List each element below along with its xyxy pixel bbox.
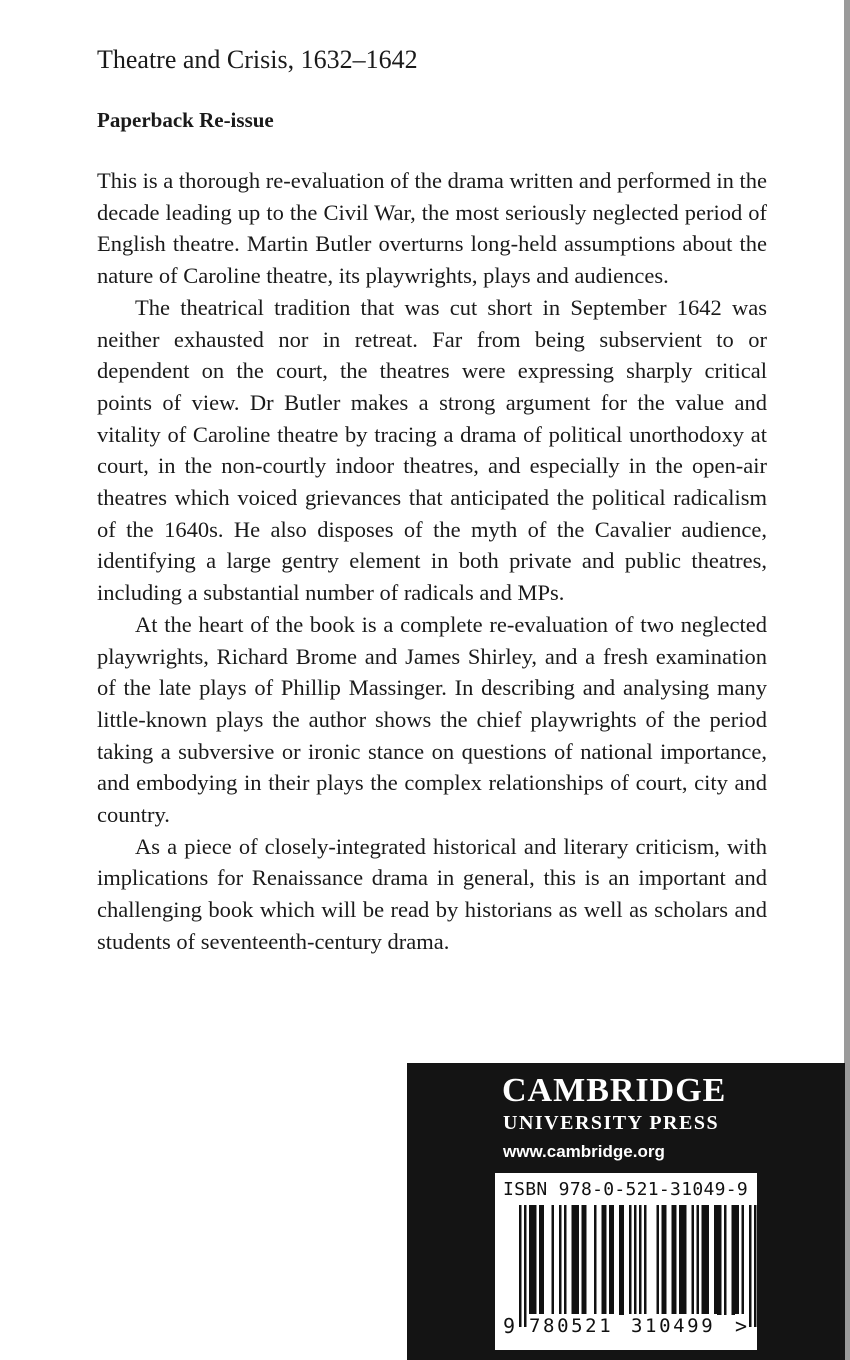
barcode-bar <box>584 1205 587 1315</box>
edition-label: Paperback Re-issue <box>97 108 274 132</box>
barcode-guard-bar <box>749 1205 752 1327</box>
barcode-guard-bar <box>634 1205 637 1327</box>
barcode-guard-bar <box>519 1205 522 1327</box>
barcode-bar <box>604 1205 607 1315</box>
barcode-bar <box>664 1205 667 1315</box>
description-paragraph: This is a thorough re-evaluation of the drama written and performed in the decade leading up to the Civil War, the most seriously neglected period of English theatre. Martin Butler overturns long-held assumptions about the nature of Caroline theatre, its playwrights, plays and audiences. <box>97 168 767 289</box>
publisher-url: www.cambridge.org <box>503 1142 665 1161</box>
barcode-bar <box>529 1205 532 1315</box>
barcode-bar <box>532 1205 535 1315</box>
publisher-name: CAMBRIDGE <box>502 1072 727 1109</box>
publisher-subname: UNIVERSITY PRESS <box>503 1112 720 1134</box>
ean-left-digits: 780521 <box>529 1315 614 1337</box>
barcode-bar <box>684 1205 687 1315</box>
barcode-bar <box>609 1205 612 1315</box>
publisher-panel <box>407 1063 845 1360</box>
barcode-bar <box>679 1205 682 1315</box>
description-paragraph: At the heart of the book is a complete re-evaluation of two neglected playwrights, Richard Brome and James Shirley, and a fresh examination of the late plays of Phillip Massinger. In describing and analysing many little-known plays the author shows the chief playwrights of the period taking a subversive or ironic stance on questions of national importance, and embodying in their plays the complex relationships of court, city and country. <box>97 611 767 828</box>
barcode-bar <box>714 1205 717 1315</box>
barcode-bar <box>742 1205 745 1315</box>
barcode-guard-bar <box>754 1205 757 1327</box>
barcode-bar <box>602 1205 605 1315</box>
barcode-bar <box>719 1205 722 1315</box>
barcode-bar <box>612 1205 615 1315</box>
barcode-bar <box>717 1205 720 1315</box>
barcode-bar <box>682 1205 685 1315</box>
barcode-bar <box>534 1205 537 1315</box>
barcode-bar <box>539 1205 542 1315</box>
barcode-bar <box>622 1205 625 1315</box>
barcode-bar <box>559 1205 562 1315</box>
book-description <box>97 165 767 958</box>
barcode-bar <box>542 1205 545 1315</box>
barcode-guard-bar <box>524 1205 527 1327</box>
barcode-bar <box>574 1205 577 1315</box>
barcode <box>495 1173 757 1350</box>
barcode-bar <box>672 1205 675 1315</box>
book-title: Theatre and Crisis, 1632–1642 <box>97 45 418 74</box>
isbn-label: ISBN 978-0-521-31049-9 <box>503 1179 749 1200</box>
description-paragraph: The theatrical tradition that was cut short in September 1642 was neither exhausted nor in retreat. Far from being subservient to or dependent on the court, the theatres were expressing sharply critical points of view. Dr Butler makes a strong argument for the value and vitality of Caroline theatre by tracing a drama of political unorthodoxy at court, in the non-courtly indoor theatres, and especially in the open-air theatres which voiced grievances that anticipated the political radicalism of the 1640s. He also disposes of the myth of the Cavalier audience, identifying a large gentry element in both private and public theatres, including a substantial number of radicals and MPs. <box>97 294 767 606</box>
barcode-bar <box>732 1205 735 1315</box>
barcode-bar <box>644 1205 647 1315</box>
barcode-guard-bar <box>639 1205 642 1327</box>
barcode-bar <box>564 1205 567 1315</box>
ean-first-digit: 9 <box>503 1314 516 1338</box>
barcode-bar <box>577 1205 580 1315</box>
barcode-bar <box>707 1205 710 1315</box>
ean-quiet-zone-marker: > <box>735 1314 748 1338</box>
barcode-bar <box>724 1205 727 1315</box>
barcode-bar <box>552 1205 555 1315</box>
barcode-bar <box>582 1205 585 1315</box>
barcode-bar <box>674 1205 677 1315</box>
barcode-bar <box>704 1205 707 1315</box>
barcode-bar <box>734 1205 737 1315</box>
barcode-bar <box>572 1205 575 1315</box>
barcode-bar <box>629 1205 632 1315</box>
barcode-bar <box>657 1205 660 1315</box>
barcode-bar <box>662 1205 665 1315</box>
ean-right-digits: 310499 <box>631 1315 716 1337</box>
barcode-bar <box>692 1205 695 1315</box>
barcode-bar <box>737 1205 740 1315</box>
barcode-bar <box>697 1205 700 1315</box>
barcode-bar <box>619 1205 622 1315</box>
description-paragraph: As a piece of closely-integrated historical and literary criticism, with implications for Renaissance drama in general, this is an important and challenging book which will be read by historians as well as scholars and students of seventeenth-century drama. <box>97 833 767 954</box>
barcode-bar <box>594 1205 597 1315</box>
barcode-bar <box>702 1205 705 1315</box>
